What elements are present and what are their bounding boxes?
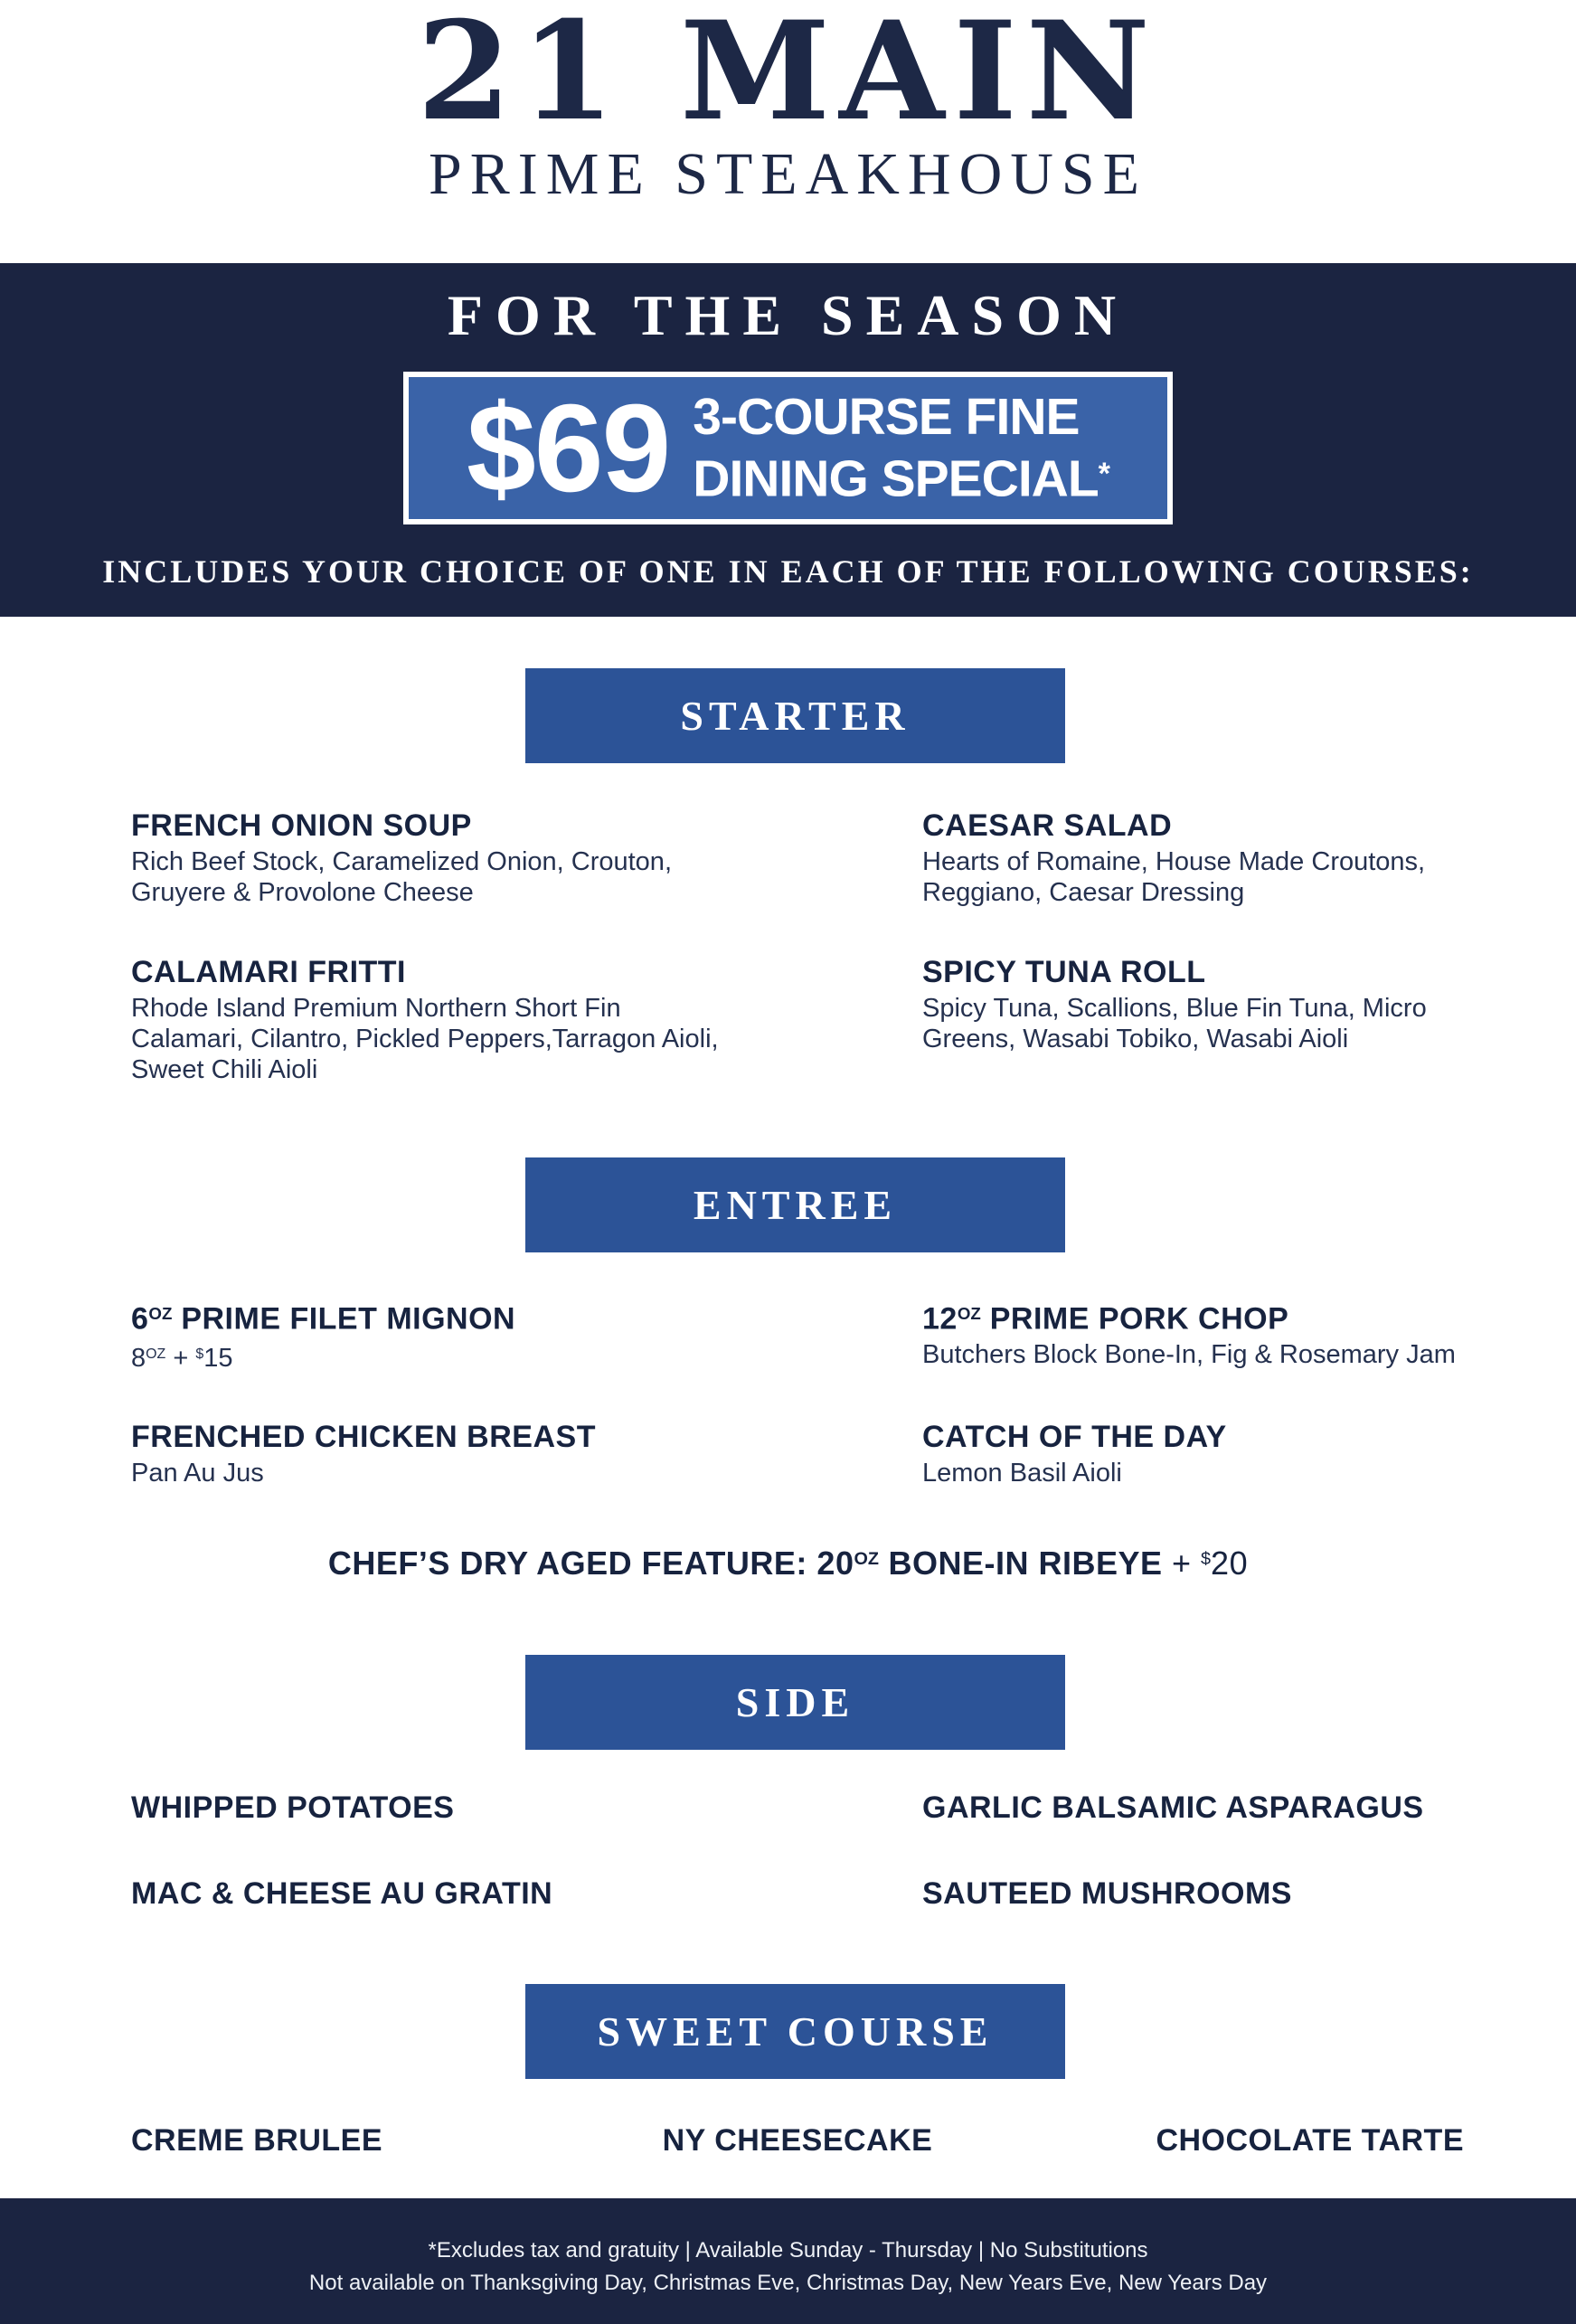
- menu-item-caesar-salad: [922, 807, 1522, 908]
- item-name: CALAMARI FRITTI: [131, 955, 407, 989]
- section-label-sweet-course: SWEET COURSE: [525, 1984, 1065, 2079]
- promo-includes-note: INCLUDES YOUR CHOICE OF ONE IN EACH OF THE FOLLOWING COURSES:: [102, 553, 1474, 590]
- menu-item-french-onion-soup: [131, 807, 922, 908]
- chef-dry-aged-feature: [0, 1539, 1576, 1583]
- footer-line-2: Not available on Thanksgiving Day, Christmas Eve, Christmas Day, New Years Eve, New Years Day: [308, 2270, 1268, 2295]
- entree-items-grid: [0, 1295, 1576, 1488]
- item-name: GARLIC BALSAMIC ASPARAGUS: [922, 1790, 1424, 1825]
- item-name: FRENCH ONION SOUP: [131, 808, 472, 843]
- menu-item-frenched-chicken-breast: [131, 1418, 922, 1488]
- menu-item-calamari-fritti: [131, 953, 922, 1085]
- plus-sign: +: [1172, 1544, 1202, 1582]
- item-name-text: PRIME FILET MIGNON: [172, 1301, 516, 1337]
- sweet-items-row: [0, 2121, 1576, 2159]
- menu-item-catch-of-the-day: [922, 1418, 1522, 1488]
- item-description: Butchers Block Bone-In, Fig & Rosemary Jam: [922, 1340, 1456, 1370]
- item-name: SAUTEED MUSHROOMS: [922, 1875, 1292, 1911]
- footer-line-1: *Excludes tax and gratuity | Available Sunday - Thursday | No Substitutions: [428, 2237, 1148, 2263]
- item-description: Spicy Tuna, Scallions, Blue Fin Tuna, Micro Greens, Wasabi Tobiko, Wasabi Aioli: [922, 994, 1427, 1053]
- menu-item-ny-cheesecake: NY CHEESECAKE: [662, 2122, 933, 2158]
- item-name: WHIPPED POTATOES: [131, 1790, 455, 1825]
- restaurant-logo: 21 MAIN: [417, 0, 1159, 151]
- menu-item-prime-filet-mignon: [131, 1295, 922, 1374]
- oz-superscript: OZ: [148, 1304, 173, 1323]
- side-items-grid: [0, 1789, 1576, 1913]
- menu-item-sauteed-mushrooms: [922, 1875, 1522, 1913]
- menu-item-mac-and-cheese-au-gratin: [131, 1875, 922, 1913]
- promo-asterisk: *: [1098, 456, 1109, 491]
- item-name: CATCH OF THE DAY: [922, 1420, 1227, 1455]
- item-name: MAC & CHEESE AU GRATIN: [131, 1875, 553, 1911]
- menu-item-garlic-balsamic-asparagus: [922, 1789, 1522, 1827]
- upcharge-amount: 20: [1211, 1544, 1249, 1582]
- section-label-entree: ENTREE: [525, 1157, 1065, 1252]
- oz-superscript: OZ: [146, 1346, 166, 1363]
- feature-text: BONE-IN RIBEYE: [878, 1544, 1172, 1582]
- promo-banner: [0, 263, 1576, 617]
- oz-superscript: OZ: [957, 1304, 981, 1323]
- upsize-qty: 8: [131, 1344, 146, 1374]
- promo-title: [693, 389, 1109, 508]
- item-name: [131, 1295, 922, 1337]
- dollar-superscript: $: [1201, 1549, 1212, 1570]
- promo-heading: FOR THE SEASON: [447, 283, 1129, 347]
- oz-superscript: OZ: [854, 1549, 879, 1570]
- menu-item-whipped-potatoes: [131, 1789, 922, 1827]
- promo-title-line2: [693, 446, 1109, 508]
- promo-title-line2-text: DINING SPECIAL: [693, 449, 1099, 508]
- item-name: CAESAR SALAD: [922, 808, 1173, 843]
- starter-items-grid: [0, 807, 1576, 1085]
- item-description: Rhode Island Premium Northern Short Fin Calamari, Cilantro, Pickled Peppers,Tarragon Aioli, Sweet Chili Aioli: [131, 994, 719, 1084]
- item-description: Lemon Basil Aioli: [922, 1459, 1122, 1488]
- item-description: [131, 1339, 728, 1374]
- item-name: SPICY TUNA ROLL: [922, 955, 1206, 989]
- restaurant-tagline: PRIME STEAKHOUSE: [429, 141, 1147, 207]
- item-qty: 6: [131, 1301, 149, 1337]
- item-qty: 12: [922, 1301, 958, 1337]
- dollar-superscript: $: [195, 1346, 204, 1363]
- feature-text: CHEF’S DRY AGED FEATURE: 20: [327, 1544, 854, 1582]
- item-name: FRENCHED CHICKEN BREAST: [131, 1420, 596, 1455]
- promo-price: $69: [467, 378, 670, 518]
- item-description: Hearts of Romaine, House Made Croutons, Reggiano, Caesar Dressing: [922, 847, 1426, 907]
- item-name-text: PRIME PORK CHOP: [980, 1301, 1289, 1337]
- item-description: Pan Au Jus: [131, 1459, 264, 1488]
- upcharge-amount: 15: [203, 1344, 233, 1374]
- item-name: [922, 1295, 1522, 1337]
- menu-item-creme-brulee: CREME BRULEE: [131, 2122, 383, 2158]
- menu-item-spicy-tuna-roll: [922, 953, 1522, 1085]
- menu-item-chocolate-tarte: CHOCOLATE TARTE: [1156, 2122, 1464, 2158]
- feature-upcharge: [1172, 1545, 1248, 1582]
- brand-header: [0, 0, 1576, 263]
- promo-title-line1: 3-COURSE FINE: [693, 387, 1080, 446]
- item-description: Rich Beef Stock, Caramelized Onion, Crouton, Gruyere & Provolone Cheese: [131, 847, 672, 907]
- section-label-starter: STARTER: [525, 668, 1065, 763]
- promo-price-box: [403, 372, 1173, 524]
- plus-sign: +: [165, 1344, 196, 1374]
- fine-print-footer: [0, 2198, 1576, 2324]
- section-label-side: SIDE: [525, 1655, 1065, 1750]
- menu-item-prime-pork-chop: [922, 1295, 1522, 1374]
